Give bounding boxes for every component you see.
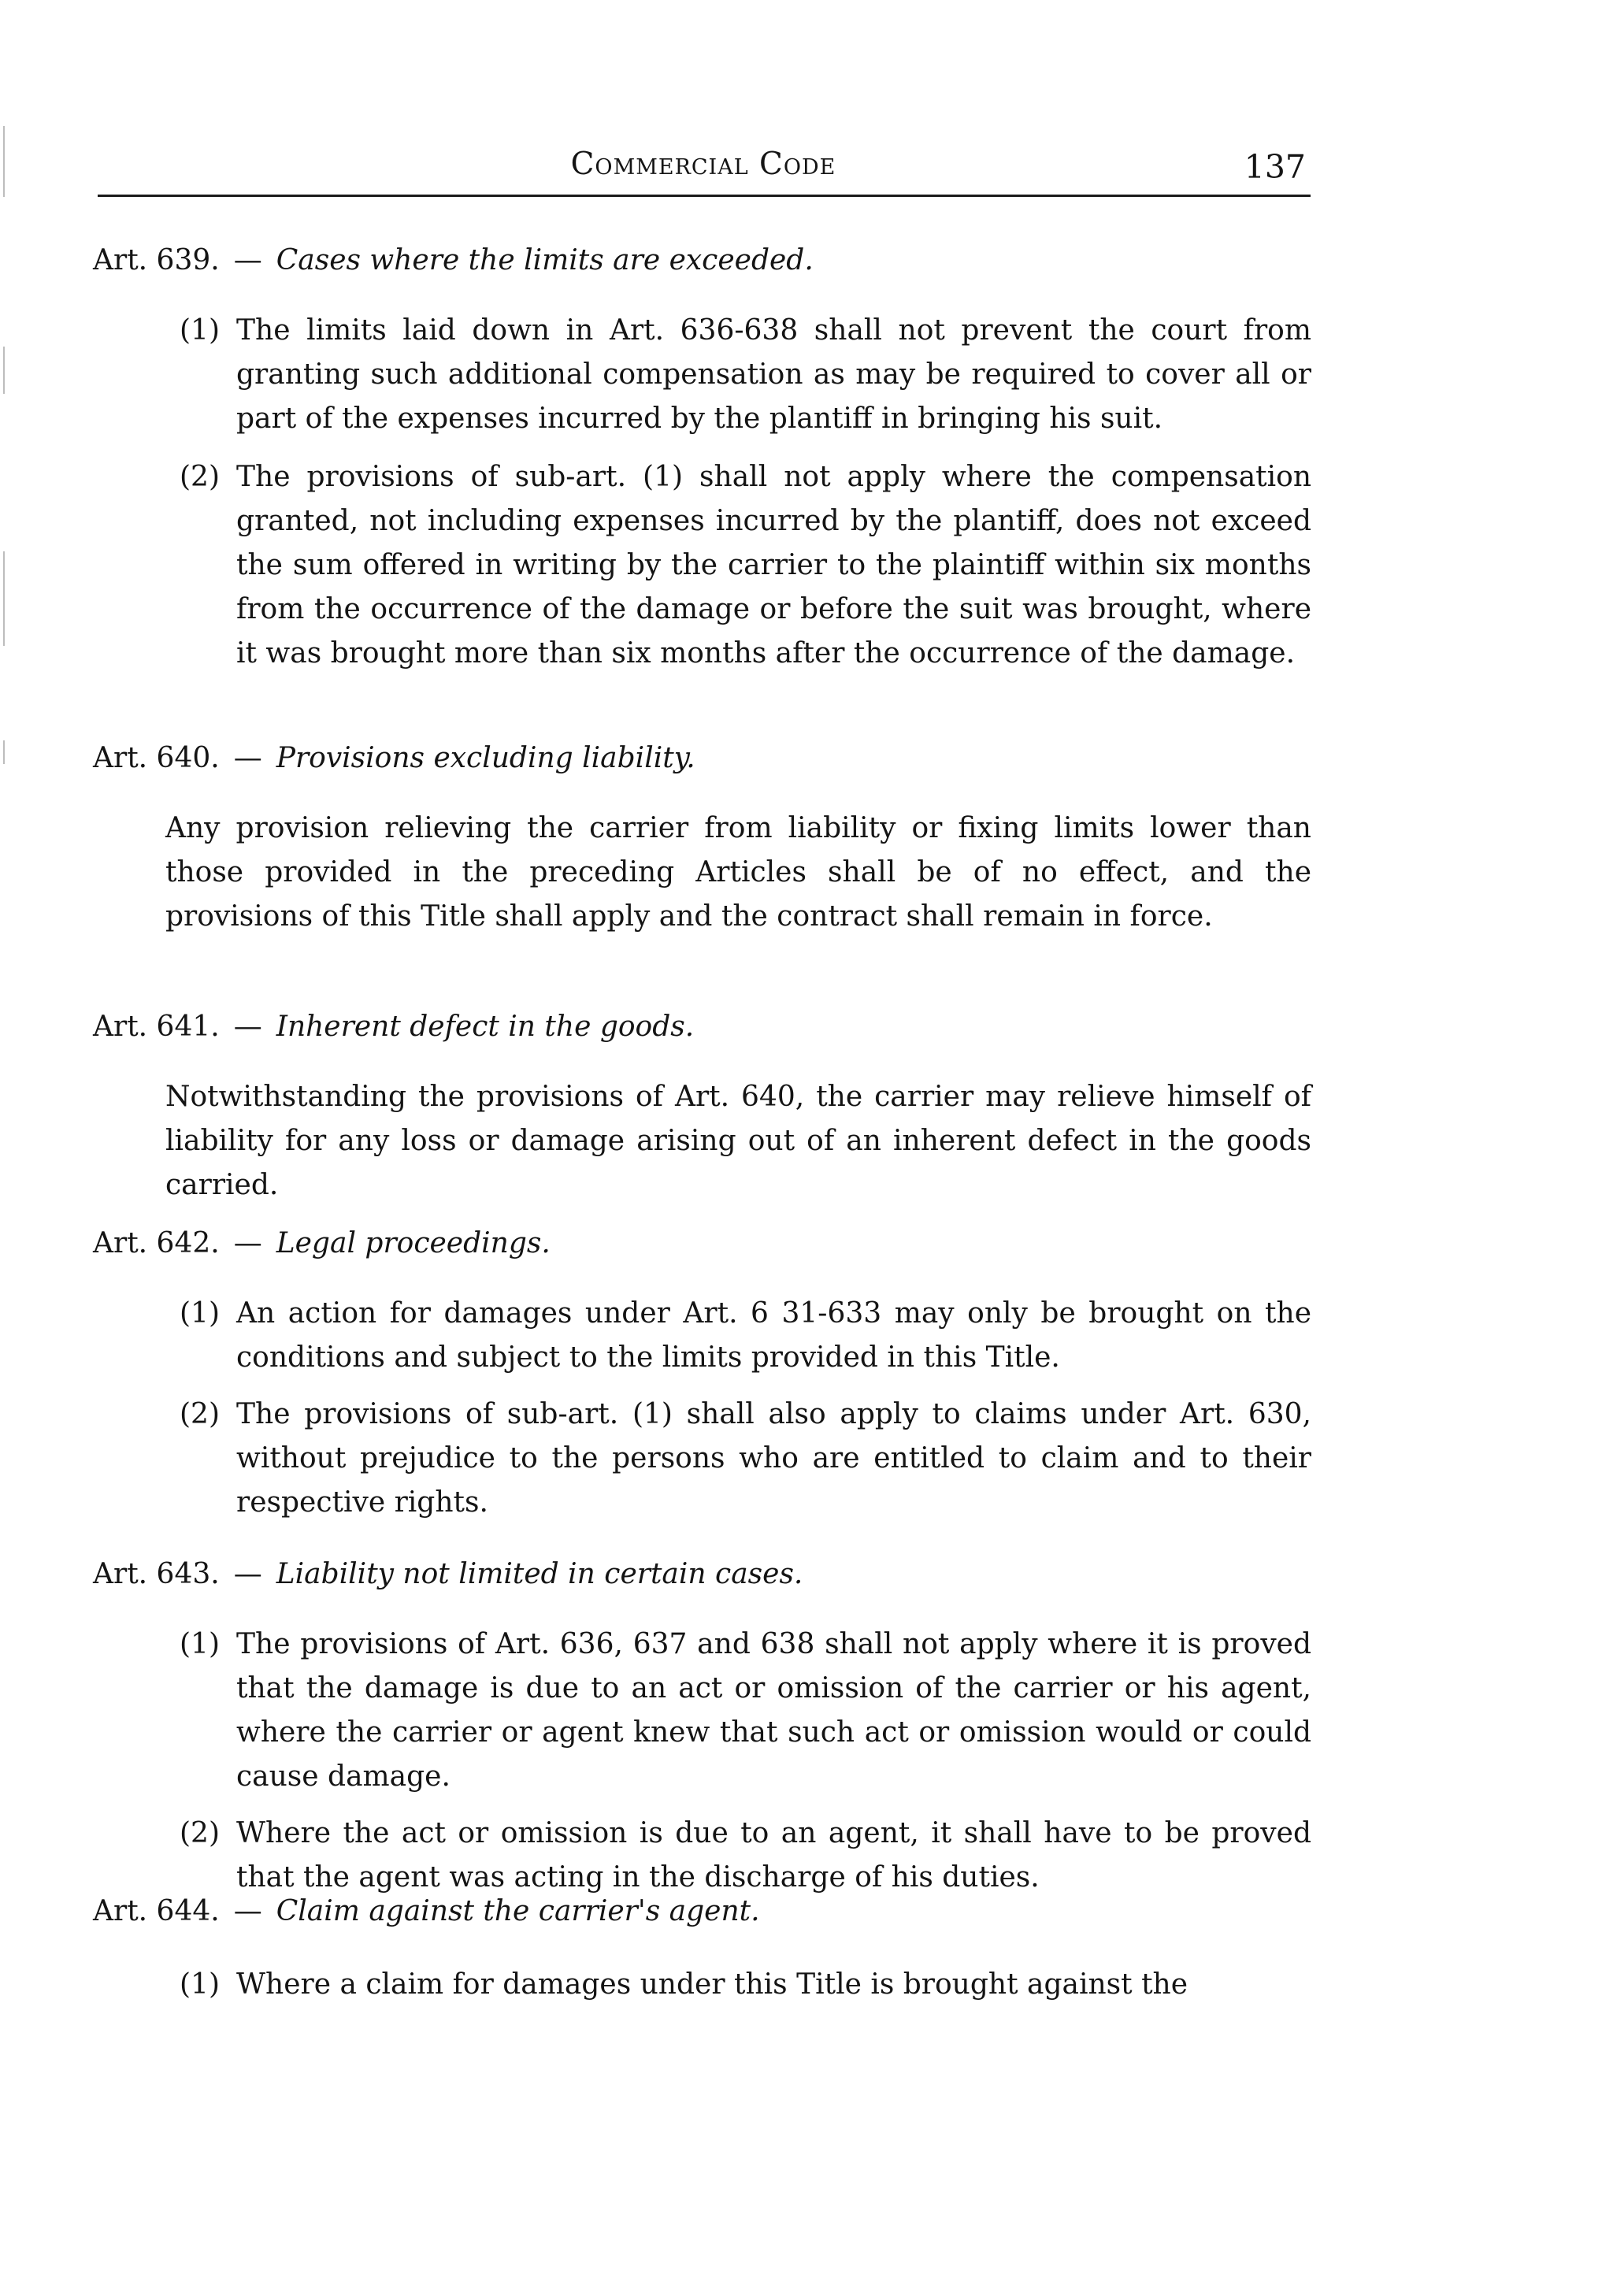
article-dash: —: [233, 1895, 262, 1927]
paragraph-number: (2): [180, 1817, 220, 1849]
page-number: 137: [1244, 148, 1306, 186]
scan-margin-mark: [3, 347, 5, 394]
article-dash: —: [233, 244, 262, 276]
paragraph-text: Where a claim for damages under this Title is brought against the: [236, 1968, 1188, 2001]
paragraph-text: The limits laid down in Art. 636-638 shall not prevent the court from granting such additional compensation as may be required to cover all or part of the expenses incurred by the plantiff in bringing his suit.: [236, 314, 1311, 435]
paragraph-text: An action for damages under Art. 6 31-633 may only be brought on the conditions and subject to the limits provided in this Title.: [236, 1297, 1311, 1374]
paragraph-number: (2): [180, 461, 220, 493]
paragraph-text: Notwithstanding the provisions of Art. 640, the carrier may relieve himself of liability for any loss or damage arising out of an inherent defect in the goods carried.: [165, 1081, 1311, 1201]
article-number: Art. 644.: [93, 1895, 220, 1927]
paragraph-number: (1): [180, 1297, 220, 1330]
article-title: Legal proceedings.: [276, 1227, 551, 1259]
header-rule: [98, 195, 1311, 197]
paragraph-text: Any provision relieving the carrier from liability or fixing limits lower than those provided in the preceding Articles shall be of no effect, and the provisions of this Title shall apply and the contract shall remain in force.: [165, 812, 1311, 933]
page-header: [101, 147, 1306, 186]
article-paragraph: [180, 1812, 1311, 1900]
article-dash: —: [233, 1558, 262, 1590]
paragraph-number: (2): [180, 1398, 220, 1430]
paragraph-number: (1): [180, 1968, 220, 2001]
paragraph-text: The provisions of sub-art. (1) shall also apply to claims under Art. 630, without prejudice to the persons who are entitled to claim and to their respective rights.: [236, 1398, 1311, 1519]
scan-margin-mark: [3, 740, 5, 764]
article-paragraph: [180, 455, 1311, 676]
article-number: Art. 640.: [93, 742, 220, 774]
article-dash: —: [233, 1011, 262, 1043]
running-title: Commercial Code: [570, 147, 836, 182]
article-paragraph: [165, 807, 1311, 939]
article-dash: —: [233, 742, 262, 774]
article-heading: [93, 1895, 760, 1927]
article-paragraph: [180, 1623, 1311, 1799]
article-heading: [93, 244, 814, 276]
article-heading: [93, 1227, 551, 1259]
scan-margin-mark: [3, 126, 5, 197]
article-heading: [93, 1558, 803, 1590]
article-number: Art. 643.: [93, 1558, 220, 1590]
article-paragraph: [180, 309, 1311, 441]
article-number: Art. 641.: [93, 1011, 220, 1043]
scan-margin-mark: [3, 551, 5, 646]
paragraph-text: The provisions of sub-art. (1) shall not apply where the compensation granted, not including expenses incurred by the plantiff, does not exceed the sum offered in writing by the carrier to the plaintiff within six months from the occurrence of the damage or before the suit was brought, where it was brought more than six months after the occurrence of the damage.: [236, 461, 1311, 670]
article-title: Liability not limited in certain cases.: [276, 1558, 803, 1590]
article-title: Claim against the carrier's agent.: [276, 1895, 760, 1927]
article-paragraph: [180, 1393, 1311, 1525]
article-paragraph: [180, 1963, 1311, 2007]
article-title: Inherent defect in the goods.: [276, 1011, 695, 1043]
article-dash: —: [233, 1227, 262, 1259]
article-paragraph: [165, 1075, 1311, 1207]
paragraph-number: (1): [180, 1628, 220, 1660]
paragraph-number: (1): [180, 314, 220, 347]
article-number: Art. 639.: [93, 244, 220, 276]
article-number: Art. 642.: [93, 1227, 220, 1259]
article-heading: [93, 742, 695, 774]
paragraph-text: The provisions of Art. 636, 637 and 638 shall not apply where it is proved that the damage is due to an act or omission of the carrier or his agent, where the carrier or agent knew that such act or omission would or could cause damage.: [236, 1628, 1311, 1793]
article-title: Cases where the limits are exceeded.: [276, 244, 814, 276]
article-paragraph: [180, 1292, 1311, 1380]
article-heading: [93, 1011, 694, 1043]
paragraph-text: Where the act or omission is due to an agent, it shall have to be proved that the agent was acting in the discharge of his duties.: [236, 1817, 1311, 1894]
article-title: Provisions excluding liability.: [276, 742, 695, 774]
